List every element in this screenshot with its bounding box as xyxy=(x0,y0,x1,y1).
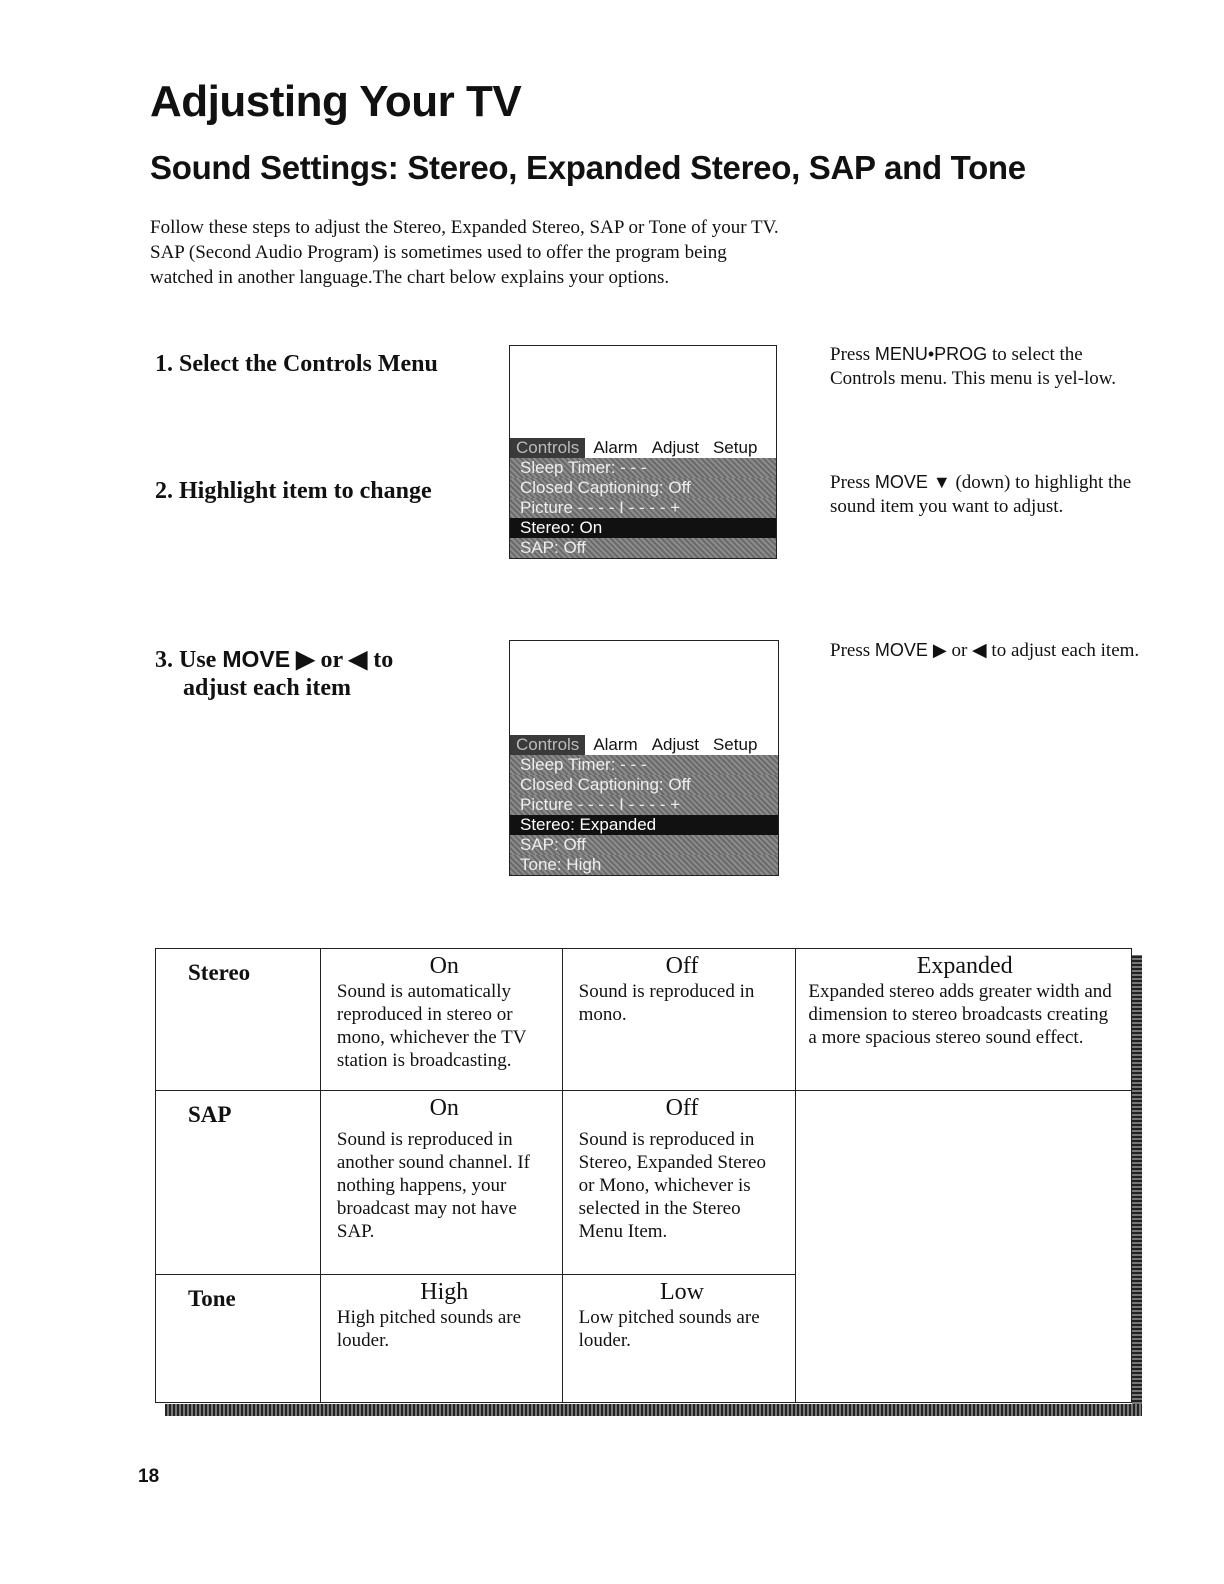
step-text: Select the Controls Menu xyxy=(179,351,438,377)
option-description: Sound is automatically reproduced in stereo or mono, whichever the TV station is broadcasting. xyxy=(336,981,527,1071)
step-2 xyxy=(155,477,432,505)
menu-tab-controls: Controls xyxy=(510,735,585,755)
step-text-d: adjust each item xyxy=(183,675,351,701)
cell-tone-low xyxy=(562,1275,796,1403)
tv-screen-2 xyxy=(509,640,779,876)
section-subtitle: Sound Settings: Stereo, Expanded Stereo, SAP and Tone xyxy=(150,149,1026,186)
options-table xyxy=(155,948,1132,1403)
table-shadow-right xyxy=(1132,955,1142,1410)
note-key: MENU•PROG xyxy=(874,344,988,364)
cell-sap-on xyxy=(320,1091,562,1275)
option-title: On xyxy=(429,1095,459,1121)
option-title: High xyxy=(420,1279,469,1305)
row-label-tone: Tone xyxy=(156,1275,321,1403)
menu-tab-bar xyxy=(510,733,778,755)
row-label-stereo: Stereo xyxy=(156,949,321,1091)
note-text: or ◀ to adjust each item. xyxy=(946,640,1140,661)
menu-item-picture: Picture - - - - I - - - - + xyxy=(510,795,778,815)
note-2 xyxy=(830,470,1140,519)
step-number: 1. xyxy=(155,351,173,377)
note-key: MOVE ▶ xyxy=(874,640,947,660)
cell-stereo-expanded xyxy=(796,949,1132,1091)
menu-item-closed-captioning: Closed Captioning: Off xyxy=(510,478,776,498)
menu-item-sleep-timer: Sleep Timer: - - - xyxy=(510,755,778,775)
menu-item-closed-captioning: Closed Captioning: Off xyxy=(510,775,778,795)
menu-tab-setup: Setup xyxy=(712,438,758,457)
step-1 xyxy=(155,350,438,378)
table-row-stereo xyxy=(156,949,1132,1091)
note-text: Press xyxy=(830,640,875,661)
menu-tab-bar xyxy=(510,436,776,458)
option-title: Expanded xyxy=(916,953,1013,979)
note-3 xyxy=(830,638,1140,663)
step-text-a: Use xyxy=(179,647,223,673)
cell-sap-off xyxy=(562,1091,796,1275)
step-text-c: ▶ or ◀ to xyxy=(290,647,394,673)
option-title: Off xyxy=(665,953,699,979)
option-description: Expanded stereo adds greater width and dimension to stereo broadcasts creating a more spacious stereo sound effect. xyxy=(808,981,1112,1048)
tv-screen-1 xyxy=(509,345,777,559)
cell-empty xyxy=(796,1091,1132,1403)
menu-item-sap: SAP: Off xyxy=(510,538,776,558)
option-description: High pitched sounds are louder. xyxy=(336,1307,522,1351)
cell-stereo-on xyxy=(320,949,562,1091)
note-key: MOVE ▼ xyxy=(874,472,951,492)
option-description: Sound is reproduced in another sound channel. If nothing happens, your broadcast may not have SAP. xyxy=(336,1129,530,1242)
row-label-sap: SAP xyxy=(156,1091,321,1275)
menu-tab-alarm: Alarm xyxy=(593,735,638,754)
step-text: Highlight item to change xyxy=(179,478,432,504)
option-title: Low xyxy=(660,1279,705,1305)
note-text: Press xyxy=(830,472,875,493)
menu-item-stereo-highlighted: Stereo: On xyxy=(510,518,776,538)
menu-item-tone: Tone: High xyxy=(510,855,778,875)
menu-item-sleep-timer: Sleep Timer: - - - xyxy=(510,458,776,478)
note-text: Press xyxy=(830,344,875,365)
menu-tab-setup: Setup xyxy=(712,735,758,754)
option-title: On xyxy=(429,953,459,979)
note-text: (down) to highlight the sound item you want to adjust. xyxy=(830,472,1132,517)
cell-tone-high xyxy=(320,1275,562,1403)
menu-item-sap: SAP: Off xyxy=(510,835,778,855)
intro-paragraph: Follow these steps to adjust the Stereo, Expanded Stereo, SAP or Tone of your TV. SAP (Second Audio Program) is sometimes used to offer the program being watched in another language.The chart below explains your options. xyxy=(150,217,779,288)
page-number: 18 xyxy=(138,1466,160,1487)
step-3 xyxy=(155,645,393,702)
option-title: Off xyxy=(665,1095,699,1121)
page-title: Adjusting Your TV xyxy=(150,77,522,126)
note-1 xyxy=(830,342,1140,391)
table-shadow-bottom xyxy=(165,1404,1142,1416)
controls-menu xyxy=(510,733,778,875)
option-description: Sound is reproduced in mono. xyxy=(578,981,755,1025)
menu-item-picture: Picture - - - - I - - - - + xyxy=(510,498,776,518)
cell-stereo-off xyxy=(562,949,796,1091)
menu-tab-controls: Controls xyxy=(510,438,585,458)
step-number: 3. xyxy=(155,647,173,673)
menu-tab-adjust: Adjust xyxy=(651,735,699,754)
menu-tab-adjust: Adjust xyxy=(651,438,699,457)
note-text: to select the Controls menu. This menu is yel-low. xyxy=(830,344,1117,389)
menu-tab-alarm: Alarm xyxy=(593,438,638,457)
option-description: Low pitched sounds are louder. xyxy=(578,1307,760,1351)
step-number: 2. xyxy=(155,478,173,504)
table-row-sap xyxy=(156,1091,1132,1275)
step-move-label: MOVE xyxy=(222,646,291,672)
option-description: Sound is reproduced in Stereo, Expanded Stereo or Mono, whichever is selected in the Stereo Menu Item. xyxy=(578,1129,766,1242)
controls-menu xyxy=(510,436,776,558)
menu-item-stereo-highlighted: Stereo: Expanded xyxy=(510,815,778,835)
